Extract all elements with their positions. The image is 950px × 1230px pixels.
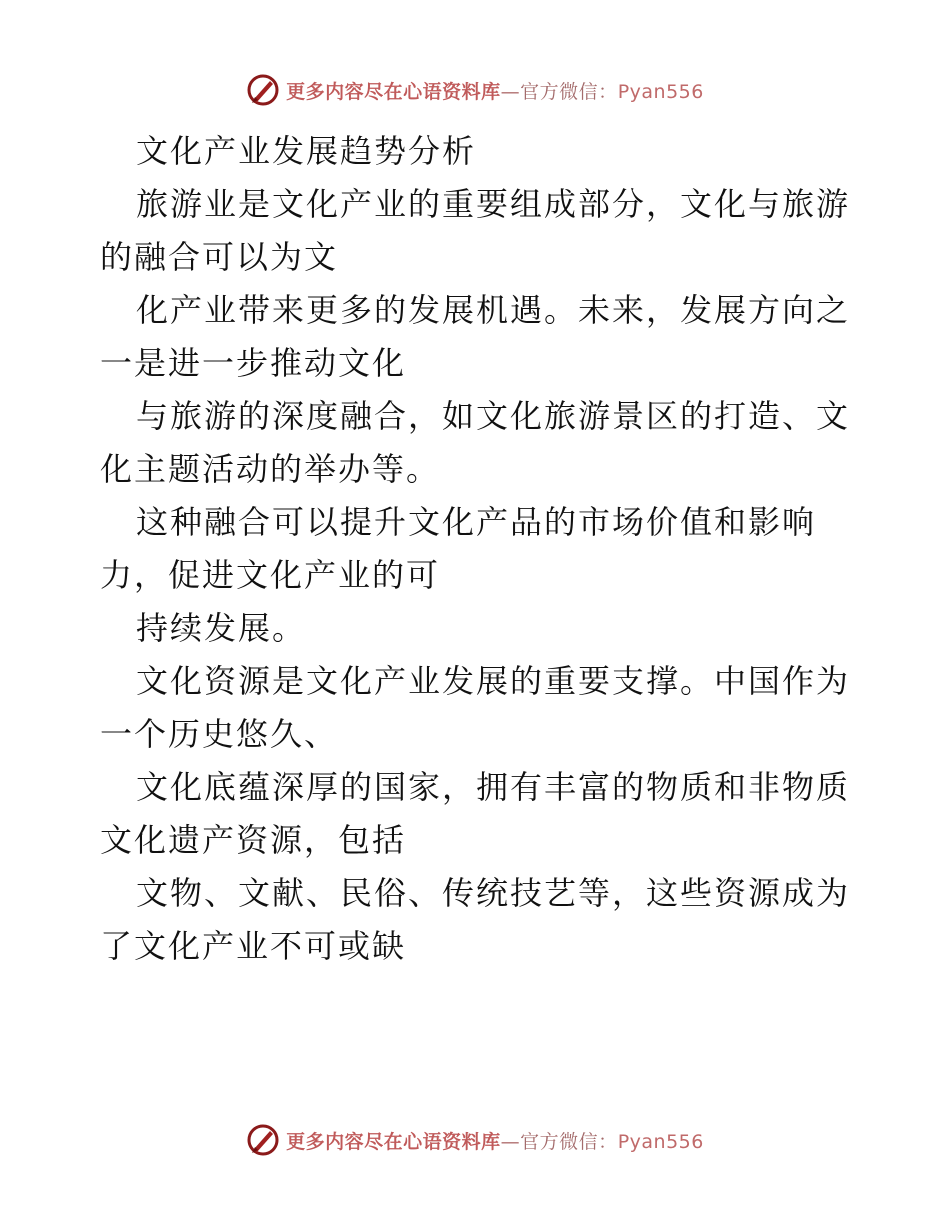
document-body xyxy=(100,125,860,973)
wechat-id: Pyan556 xyxy=(617,80,704,103)
footer-banner xyxy=(0,1120,950,1160)
pen-logo-icon xyxy=(246,1123,280,1157)
banner-title: 更多内容尽在心语资料库 xyxy=(286,80,501,103)
doc-line: 旅游业是文化产业的重要组成部分，文化与旅游 xyxy=(136,185,851,223)
banner-separator: — xyxy=(500,1130,521,1153)
doc-line: 这种融合可以提升文化产品的市场价值和影响 xyxy=(136,503,817,541)
doc-line: 文化遗产资源，包括 xyxy=(100,821,407,859)
doc-line: 文物、文献、民俗、传统技艺等，这些资源成为 xyxy=(136,874,851,912)
doc-line: 持续发展。 xyxy=(136,609,307,647)
doc-line: 一个历史悠久、 xyxy=(100,715,339,753)
doc-line: 了文化产业不可或缺 xyxy=(100,927,407,965)
banner-text xyxy=(286,1127,704,1154)
doc-line: 文化资源是文化产业发展的重要支撑。中国作为 xyxy=(136,662,851,700)
wechat-label: 官方微信： xyxy=(520,1130,618,1153)
banner-title: 更多内容尽在心语资料库 xyxy=(286,1130,501,1153)
doc-line: 化主题活动的举办等。 xyxy=(100,450,441,488)
doc-line: 化产业带来更多的发展机遇。未来，发展方向之 xyxy=(136,291,851,329)
header-banner xyxy=(0,70,950,110)
doc-title: 文化产业发展趋势分析 xyxy=(136,132,477,170)
wechat-label: 官方微信： xyxy=(520,80,618,103)
banner-separator: — xyxy=(500,80,521,103)
doc-line: 一是进一步推动文化 xyxy=(100,344,407,382)
doc-line: 力，促进文化产业的可 xyxy=(100,556,441,594)
doc-line: 与旅游的深度融合，如文化旅游景区的打造、文 xyxy=(136,397,851,435)
wechat-id: Pyan556 xyxy=(617,1130,704,1153)
doc-line: 文化底蕴深厚的国家，拥有丰富的物质和非物质 xyxy=(136,768,851,806)
pen-logo-icon xyxy=(246,73,280,107)
doc-line: 的融合可以为文 xyxy=(100,238,339,276)
banner-text xyxy=(286,77,704,104)
